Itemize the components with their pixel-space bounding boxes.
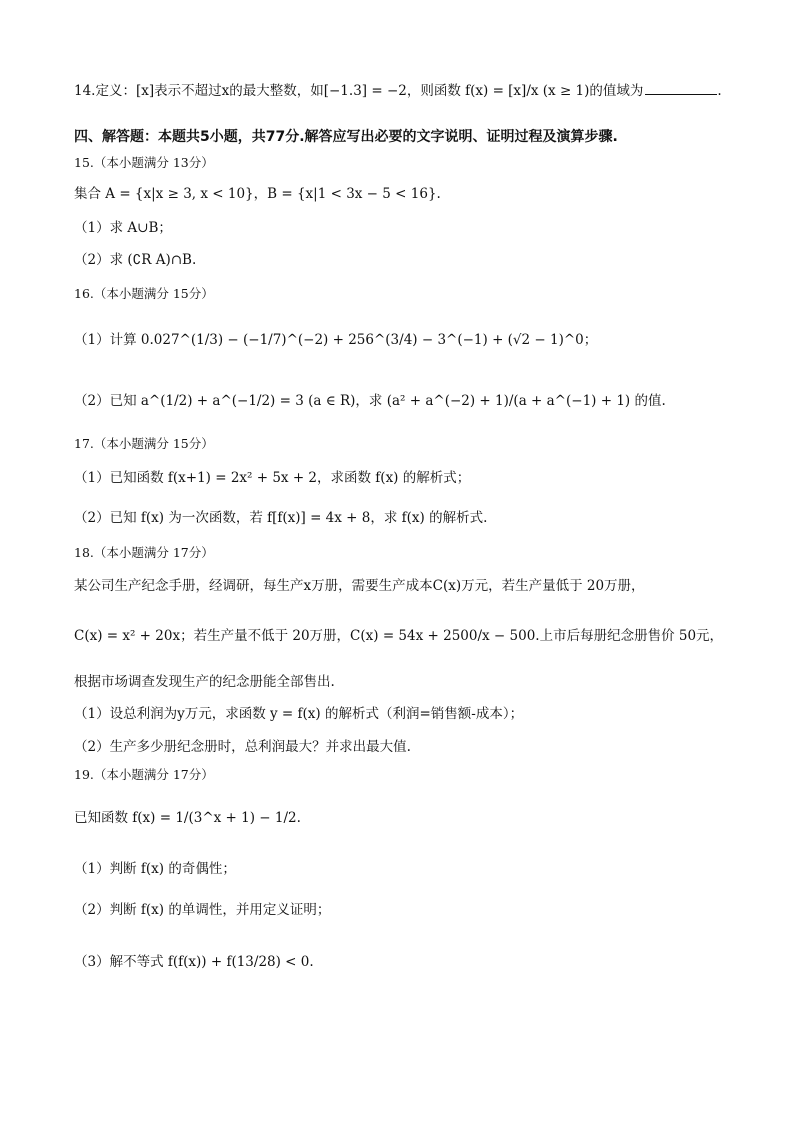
q16-title: 16.（本小题满分 15分） — [74, 286, 214, 301]
q17-title: 17.（本小题满分 15分） — [74, 436, 214, 451]
question-14-end: . — [717, 83, 722, 99]
q19-part-3: （3）解不等式 f(f(x)) + f(13/28) < 0. — [74, 954, 314, 970]
q17-part-1: （1）已知函数 f(x+1) = 2x² + 5x + 2，求函数 f(x) 的解析式； — [74, 470, 471, 486]
q18-title: 18.（本小题满分 17分） — [74, 545, 214, 560]
q17-part-2: （2）已知 f(x) 为一次函数，若 f[f(x)] = 4x + 8，求 f(x) 的解析式. — [74, 510, 488, 526]
q18-paragraph-3: 根据市场调查发现生产的纪念册能全部售出. — [74, 674, 335, 690]
q19-part-1: （1）判断 f(x) 的奇偶性； — [74, 861, 236, 877]
q18-part-1: （1）设总利润为y万元，求函数 y = f(x) 的解析式（利润=销售额-成本）； — [74, 706, 524, 722]
question-14-text: 14.定义：[x]表示不超过x的最大整数，如[−1.3] = −2，则函数 f(x) = [x]/x (x ≥ 1)的值域为 — [74, 83, 644, 99]
q19-part-2: （2）判断 f(x) 的单调性，并用定义证明； — [74, 902, 331, 918]
q19-title: 19.（本小题满分 17分） — [74, 767, 214, 782]
q15-part-1: （1）求 A∪B； — [74, 220, 172, 236]
q15-title: 15.（本小题满分 13分） — [74, 155, 214, 170]
q16-part-2: （2）已知 a^(1/2) + a^(−1/2) = 3 (a ∈ R)，求 (a² + a^(−2) + 1)/(a + a^(−1) + 1) 的值. — [74, 393, 666, 409]
q16-part-1: （1）计算 0.027^(1/3) − (−1/7)^(−2) + 256^(3/4) − 3^(−1) + (√2 − 1)^0； — [74, 332, 598, 348]
section-heading: 四、解答题：本题共5小题，共77分.解答应写出必要的文字说明、证明过程及演算步骤. — [74, 129, 618, 145]
q18-part-2: （2）生产多少册纪念册时，总利润最大？并求出最大值. — [74, 739, 411, 755]
q15-part-2: （2）求 (∁R A)∩B. — [74, 252, 197, 268]
q15-stem: 集合 A = {x|x ≥ 3, x < 10}，B = {x|1 < 3x − 5 < 16}. — [74, 186, 441, 202]
answer-blank[interactable] — [645, 80, 717, 95]
q18-paragraph-1: 某公司生产纪念手册，经调研，每生产x万册，需要生产成本C(x)万元，若生产量低于 20万册， — [74, 578, 645, 594]
q18-paragraph-2: C(x) = x² + 20x；若生产量不低于 20万册，C(x) = 54x + 2500/x − 500.上市后每册纪念册售价 50元， — [74, 628, 724, 644]
question-14 — [74, 80, 734, 101]
q19-stem: 已知函数 f(x) = 1/(3^x + 1) − 1/2. — [74, 810, 301, 826]
